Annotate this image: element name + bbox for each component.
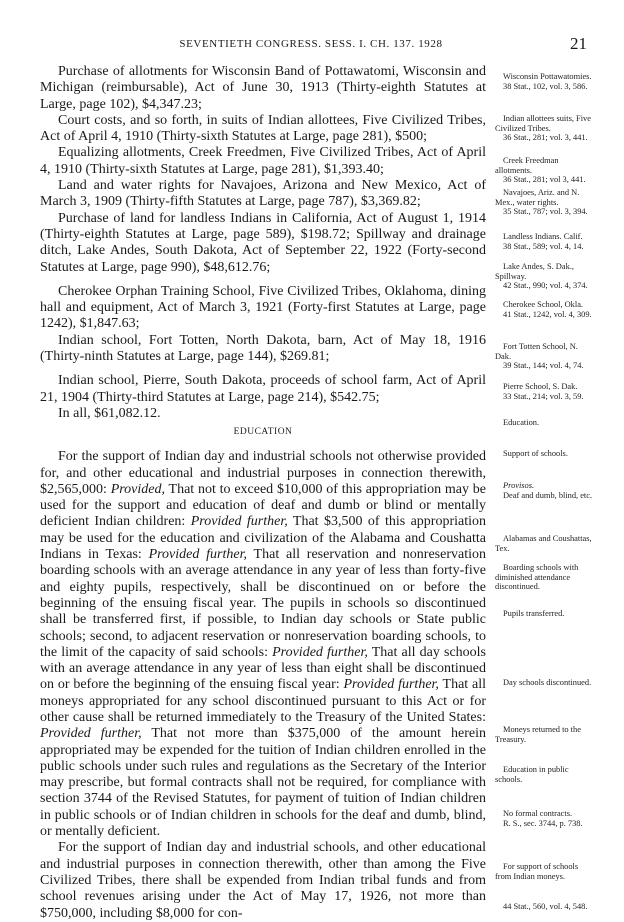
margin-note: Cherokee School, Okla. 41 Stat., 1242, vol. 4, 309. <box>503 300 592 319</box>
main-text-column <box>40 64 486 922</box>
paragraph-support-of-schools <box>40 449 486 840</box>
margin-note: Navajoes, Ariz. and N. Mex., water rights. 35 Stat., 787; vol. 3, 394. <box>495 188 588 217</box>
paragraph-wisconsin-pottawatomi: Purchase of allotments for Wisconsin Band of Pottawatomi, Wisconsin and Michigan (reimbursable), Act of June 30, 1913 (Thirty-eighth Statutes at Large, page 102), $4,347.23; <box>40 64 486 112</box>
paragraph-cherokee-orphan-school: Cherokee Orphan Training School, Five Civilized Tribes, Oklahoma, dining hall and equipment, Act of March 3, 1921 (Forty-first Statutes at Large, page 1242), $1,847.63; <box>40 283 486 332</box>
proviso-label: Provided, <box>110 481 165 497</box>
margin-note: For support of schools from Indian moneys. <box>495 862 579 881</box>
proviso-label: Provided further, <box>272 644 368 660</box>
text-segment: That all day schools with an average attendance in any year of less than eight shall be discontinued on or before the beginning of the ensuing fiscal year: <box>40 644 487 693</box>
margin-note: Support of schools. <box>503 449 568 458</box>
text-segment: For the support of Indian day and industrial schools not otherwise provided for, and other educational and industrial purposes in connection therewith, $2,565,000: <box>40 449 486 497</box>
paragraph-landless-indians-lake-andes: Purchase of land for landless Indians in California, Act of August 1, 1914 (Thirty-eighth Statutes at Large, page 589), $198.72; Spillway and drainage ditch, Lake Andes, South Dakota, Act of September 22, 1922 (Forty-second Statutes at Large, page 990), $48,612.76; <box>40 210 486 275</box>
margin-note: Pierre School, S. Dak. 33 Stat., 214; vol. 3, 59. <box>503 382 584 401</box>
proviso-label: Provided further, <box>190 514 288 530</box>
margin-note: Indian allottees suits, Five Civilized Tribes. 36 Stat., 281; vol. 3, 441. <box>495 114 591 143</box>
paragraph-fort-totten-school: Indian school, Fort Totten, North Dakota, barn, Act of May 18, 1916 (Thirty-ninth Statutes at Large, page 144), $269.81; <box>40 332 486 365</box>
proviso-label: Provided further, <box>148 547 248 563</box>
running-head: SEVENTIETH CONGRESS. SESS. I. CH. 137. 1928 <box>179 38 443 50</box>
paragraph-court-costs: Court costs, and so forth, in suits of Indian allottees, Five Civilized Tribes, Act of April 4, 1910 (Thirty-sixth Statutes at Large, page 281), $500; <box>40 112 486 145</box>
margin-note: Boarding schools with diminished attendance discontinued. <box>495 563 579 592</box>
margin-note: Landless Indians. Calif. 38 Stat., 589; vol. 4, 14. <box>503 232 584 251</box>
margin-note: Lake Andes, S. Dak., Spillway. 42 Stat., 990; vol. 4, 374. <box>495 262 588 291</box>
paragraph-pierre-school: Indian school, Pierre, South Dakota, proceeds of school farm, Act of April 21, 1904 (Thirty-third Statutes at Large, page 214), $542.75; <box>40 373 486 405</box>
text-segment: That all moneys appropriated for any school discontinued pursuant to this Act or for other cause shall be returned immediately to the Treasury of the United States: <box>40 677 486 725</box>
proviso-label: Provided further, <box>343 677 439 693</box>
text-segment: That $3,500 of this appropriation may be used for the education and civilization of the Alabama and Coushatta Indians in Texas: <box>40 514 487 563</box>
margin-note: Provisos. Deaf and dumb, blind, etc. <box>503 481 593 500</box>
margin-note: Alabamas and Coushattas, Tex. <box>495 534 592 553</box>
margin-note: Education in public schools. <box>495 765 569 784</box>
text-segment: That all reservation and nonreservation boarding schools with an average attendance in any year of less than forty-five and eighty pupils, respectively, shall be discontinued on or before the beginning of the ensuing fiscal year. The pupils in schools so discontinued shall be transferred first, if possible, to Indian day schools or State public schools; second, to adjacent reservation or nonreservation boarding schools, to the limit of the capacity of said schools: <box>40 547 486 660</box>
margin-note: Education. <box>503 418 540 427</box>
margin-note: Day schools discontinued. <box>503 678 592 687</box>
margin-note: No formal contracts. R. S., sec. 3744, p. 738. <box>503 809 583 828</box>
text-segment: That not to exceed $10,000 of this appropriation may be used for the support and education of deaf and dumb or blind or mentally deficient Indian children: <box>40 481 487 530</box>
margin-note: Wisconsin Pottawatomies. 38 Stat., 102, vol. 3, 586. <box>503 72 592 91</box>
margin-note: Creek Freedman allotments. 36 Stat., 281; vol 3, 441. <box>495 156 586 185</box>
proviso-label: Provided further, <box>40 726 142 742</box>
margin-note: Moneys returned to the Treasury. <box>495 725 581 744</box>
section-heading-education: EDUCATION <box>233 427 293 438</box>
paragraph-creek-freedmen: Equalizing allotments, Creek Freedmen, Five Civilized Tribes, Act of April 4, 1910 (Thirty-sixth Statutes at Large, page 281), $1,393.40; <box>40 145 486 177</box>
paragraph-navajo-water-rights: Land and water rights for Navajoes, Arizona and New Mexico, Act of March 3, 1909 (Thirty-fifth Statutes at Large, page 787), $3,369.82; <box>40 178 486 210</box>
page-number: 21 <box>570 34 587 53</box>
margin-note: 44 Stat., 560, vol. 4, 548. <box>503 902 588 911</box>
text-segment: That not more than $375,000 of the amount herein appropriated may be expended for the tuition of Indian children enrolled in the public schools under such rules and regulations as the Secretary of the Interior may prescribe, but formal contracts shall not be required, for compliance with section 3744 of the Revised Statutes, for payment of tuition of Indian children in public schools or of Indian children in schools for the deaf and dumb, blind, or mentally deficient. <box>40 726 486 840</box>
margin-note: Pupils transferred. <box>503 609 565 618</box>
margin-note: Fort Totten School, N. Dak. 39 Stat., 144; vol. 4, 74. <box>495 342 584 371</box>
paragraph-indian-moneys-schools: For the support of Indian day and industrial schools, and other educational and industrial purposes in connection therewith, other than among the Five Civilized Tribes, there shall be expended from Indian tribal funds and from school revenues arising under the Act of May 17, 1926, not more than $750,000, including $8,000 for con- <box>40 840 486 921</box>
paragraph-in-all-total: In all, $61,082.12. <box>58 405 161 421</box>
